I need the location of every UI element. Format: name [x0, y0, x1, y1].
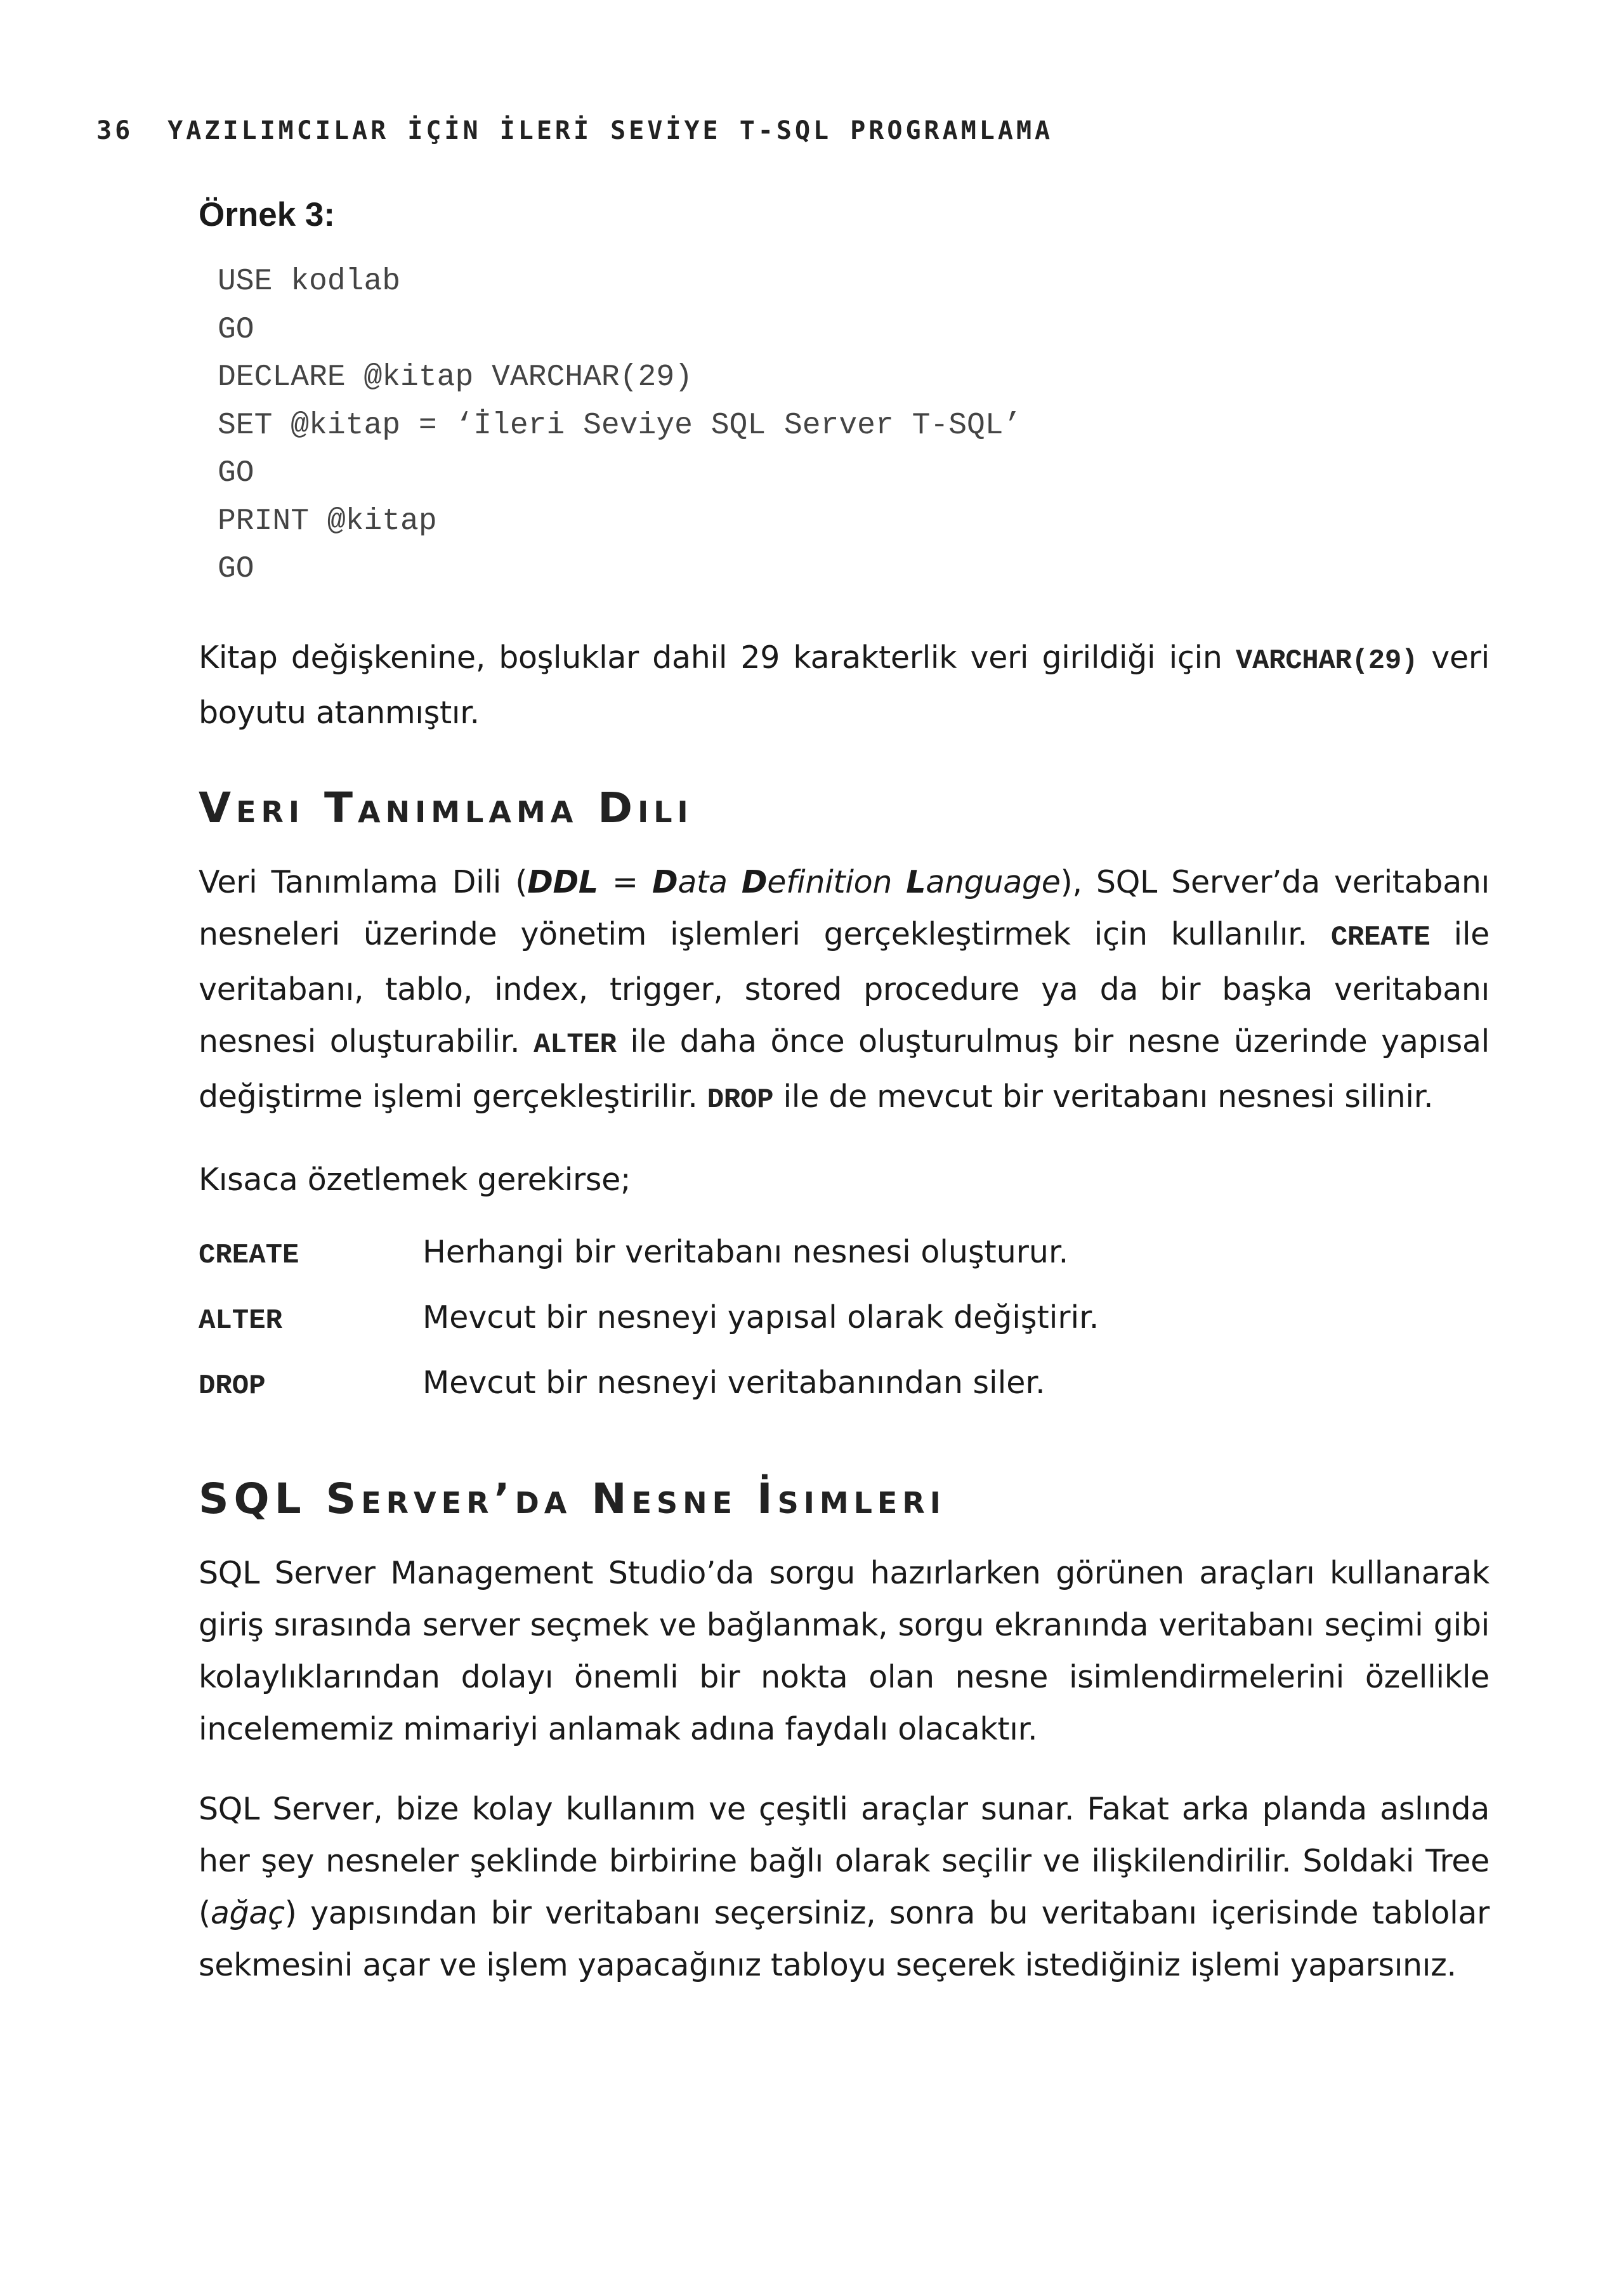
definition-row	[199, 1299, 1490, 1365]
page-number: 36	[96, 116, 134, 145]
section-heading-ddl: Veri Tanımlama Dili	[199, 783, 693, 832]
paragraph-text: anguage	[926, 863, 1061, 900]
definition-desc: Herhangi bir veritabanı nesnesi oluşturur.	[422, 1233, 1069, 1270]
code-line: DECLARE @kitap VARCHAR(29)	[218, 360, 693, 395]
inline-code: ALTER	[534, 1028, 617, 1061]
definition-term: ALTER	[199, 1304, 283, 1337]
italic-term: ağaç	[210, 1894, 285, 1931]
paragraph-text: efinition	[767, 863, 907, 900]
code-line: GO	[218, 456, 254, 490]
code-line: SET @kitap = ‘İleri Seviye SQL Server T-SQL’	[218, 408, 1022, 443]
inline-code: VARCHAR(29)	[1235, 645, 1418, 677]
code-block	[218, 258, 1490, 594]
definition-row	[199, 1365, 1490, 1430]
definition-desc: Mevcut bir nesneyi veritabanından siler.	[422, 1364, 1045, 1401]
definition-desc: Mevcut bir nesneyi yapısal olarak değiştirir.	[422, 1299, 1099, 1335]
paragraph-text: Veri Tanımlama Dili (	[199, 863, 528, 900]
definition-list	[199, 1234, 1490, 1430]
paragraph-text: ile veritabanı, tablo, index, trigger, stored procedure ya da bir başka veritabanı nesnesi oluşturabilir.	[199, 915, 1490, 1059]
inline-code: DROP	[707, 1084, 774, 1116]
ddl-abbrev: DDL	[527, 863, 598, 900]
running-title: YAZILIMCILAR İÇİN İLERİ SEVİYE T-SQL PROGRAMLAMA	[167, 116, 1054, 145]
acronym-letter: D	[652, 863, 678, 900]
code-line: GO	[218, 552, 254, 586]
paragraph-text: veri boyutu atanmıştır.	[199, 639, 1490, 731]
definition-row	[199, 1234, 1490, 1299]
running-header	[96, 116, 1053, 145]
paragraph-text: SQL Server, bize kolay kullanım ve çeşitli araçlar sunar. Fakat arka planda aslında her şey nesneler şeklinde birbirine bağlı olarak seçilir ve ilişkilendirilir. Soldaki Tree (	[199, 1790, 1490, 1931]
paragraph-text: ), SQL Server’da veritabanı nesneleri üzerinde yönetim işlemleri gerçekleştirmek için kullanılır.	[199, 863, 1490, 952]
acronym-letter: D	[741, 863, 768, 900]
paragraph-tree	[199, 1783, 1490, 1991]
paragraph-text: ile daha önce oluşturulmuş bir nesne üzerinde yapısal değiştirme işlemi gerçekleştirilir.	[199, 1023, 1490, 1115]
code-line: USE kodlab	[218, 265, 401, 299]
inline-code: CREATE	[1330, 921, 1431, 954]
paragraph-text: ile de mevcut bir veritabanı nesnesi silinir.	[773, 1078, 1434, 1115]
definition-term: CREATE	[199, 1239, 299, 1271]
page-content	[199, 184, 1490, 2019]
code-line: GO	[218, 312, 254, 347]
code-line: PRINT @kitap	[218, 504, 437, 539]
definition-term: DROP	[199, 1370, 266, 1402]
paragraph-text: Kitap değişkenine, boşluklar dahil 29 karakterlik veri girildiği için	[199, 639, 1236, 676]
section-heading-object-names: SQL Server’da Nesne İsimleri	[199, 1474, 946, 1523]
acronym-letter: L	[906, 863, 926, 900]
paragraph-ddl-intro	[199, 856, 1490, 1126]
paragraph-ssms: SQL Server Management Studio’da sorgu hazırlarken görünen araçları kullanarak giriş sırasında server seçmek ve bağlanmak, sorgu ekranında veritabanı seçimi gibi kolaylıklarından dolayı önemli bir nokta olan nesne isimlendirmelerini özellikle incelememiz mimariyi anlamak adına faydalı olacaktır.	[199, 1554, 1490, 1747]
paragraph-text: ) yapısından bir veritabanı seçersiniz, sonra bu veritabanı içerisinde tablolar sekmesini açar ve işlem yapacağınız tabloyu seçerek istediğiniz işlemi yaparsınız.	[199, 1894, 1490, 1983]
paragraph-text: =	[598, 863, 652, 900]
paragraph-varchar-explanation	[199, 632, 1490, 739]
example-title: Örnek 3:	[199, 196, 336, 233]
paragraph-text: ata	[678, 863, 742, 900]
paragraph-summary-intro: Kısaca özetlemek gerekirse;	[199, 1161, 631, 1198]
